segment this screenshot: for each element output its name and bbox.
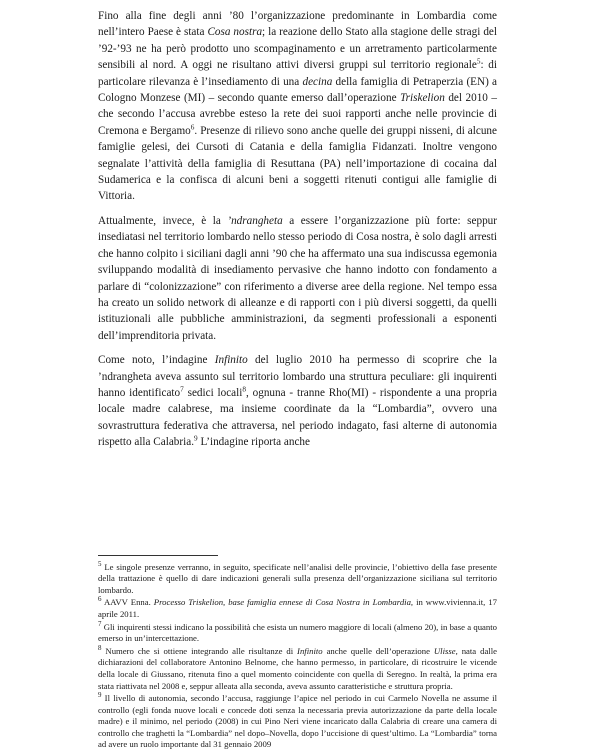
footnote-6: $^6$ AAVV Enna. Processo Triskelion, base famiglia ennese di Cosa Nostra in Lombardia, in www.vivienna.it, 17 aprile 2011. [98, 595, 497, 619]
footnote-8: $^8$ Numero che si ottiene integrando alle risultanze di Infinito anche quelle dell’operazione Ulisse, nata dalle dichiarazioni del collaboratore Antonino Belnome, che hanno permesso, in particolare, di ricostruire le vicende della locale di Giussano, ritenuta fino a quel momento coincidente con quella di Seregno. In realtà, la prima era stata riattivata nel 2008 e, seppur alleata alla seconda, aveva assunto caratteristiche e struttura propria. [98, 643, 497, 691]
body-paragraph-3: Come noto, l’indagine Infinito del luglio 2010 ha permesso di scoprire che la ’ndrangheta aveva assunto sul territorio lombardo una struttura peculiare: gli inquirenti hanno identificato$^7$ sedici locali$^8$, ognuna - tranne Rho(MI) - rispondente a una propria locale madre calabrese, ma insieme coordinate da la “Lombardia”, ovvero una sovrastruttura federativa che attraversa, nel periodo indagato, fasi alterne di autonomia rispetto alla Calabria.$^9$ L’indagine riporta anche [98, 354, 497, 449]
footnote-9: $^9$ Il livello di autonomia, secondo l’accusa, raggiunge l’apice nel periodo in cui Carmelo Novella ne assume il controllo (egli fonda nuove locali e concede doti senza la necessaria previa autorizzazione da parte della locale madre) e il minimo, nel periodo (2008) in cui Pino Neri viene incaricato dalla Calabria di creare una camera di controllo che traghetti la “Lombardia” nel dopo–Novella, dopo l’uccisione di quest’ultimo. La “Lombardia” torna ad avere un ruolo importante dal 31 gennaio 2009 [98, 691, 497, 750]
footnote-5: $^5$ Le singole presenze verranno, in seguito, specificate nell’analisi delle provincie, l’obiettivo della fase presente della trattazione è quello di dare indicazioni generali sulla presenza dell’organizzazione siciliana sul territorio lombardo. [98, 559, 497, 595]
body-paragraph-1: Fino alla fine degli anni ’80 l’organizzazione predominante in Lombardia come nell’intero Paese è stata Cosa nostra; la reazione dello Stato alla stagione delle stragi del ’92-’93 ne ha però prodotto uno scompaginamento e un arretramento particolarmente sensibili al nord. A oggi ne risultano attivi diversi gruppi sul territorio regionale$^5$: di particolare rilevanza è l’insediamento di una decina della famiglia di Petraperzia (EN) a Cologno Monzese (MI) – secondo quante emerso dall’operazione Triskelion del 2010 – che secondo l’accusa avrebbe esteso la rete dei suoi rapporti anche nelle provincie di Cremona e Bergamo$^6$. Presenze di rilievo sono anche quelle dei gruppi nisseni, di alcune famiglie gelesi, dei Cursoti di Catania e della famiglia Fidanzati. Inoltre vengono segnalate l’attività della famiglia di Resuttana (PA) nell’importazione di cocaina dal Sudamerica e la confisca di alcuni beni a soggetti ritenuti contigui alle famiglie di Vittoria. [98, 10, 497, 203]
footnote-separator [98, 555, 218, 556]
footnote-7: $^7$ Gli inquirenti stessi indicano la possibilità che esista un numero maggiore di locali (almeno 20), in base a quanto emerso in un’intercettazione. [98, 619, 497, 644]
body-paragraph-2: Attualmente, invece, è la ’ndrangheta a essere l’organizzazione più forte: seppur insediatasi nel territorio lombardo nello stesso periodo di Cosa nostra, è solo dagli arresti che hanno colpito i siciliani dagli anni ’90 che ha affermato una sua indiscussa egemonia sviluppando modalità di insediamento pervasive che hanno indotto con fondamento a parlare di “colonizzazione” con riferimento a diverse aree della regione. Nel tempo essa ha creato un solido network di alleanze e di rapporti con i più diversi soggetti, da quelli istituzionali alle pubbliche amministrazioni, da segmenti professionali a esponenti dell’imprenditoria privata. [98, 214, 497, 342]
